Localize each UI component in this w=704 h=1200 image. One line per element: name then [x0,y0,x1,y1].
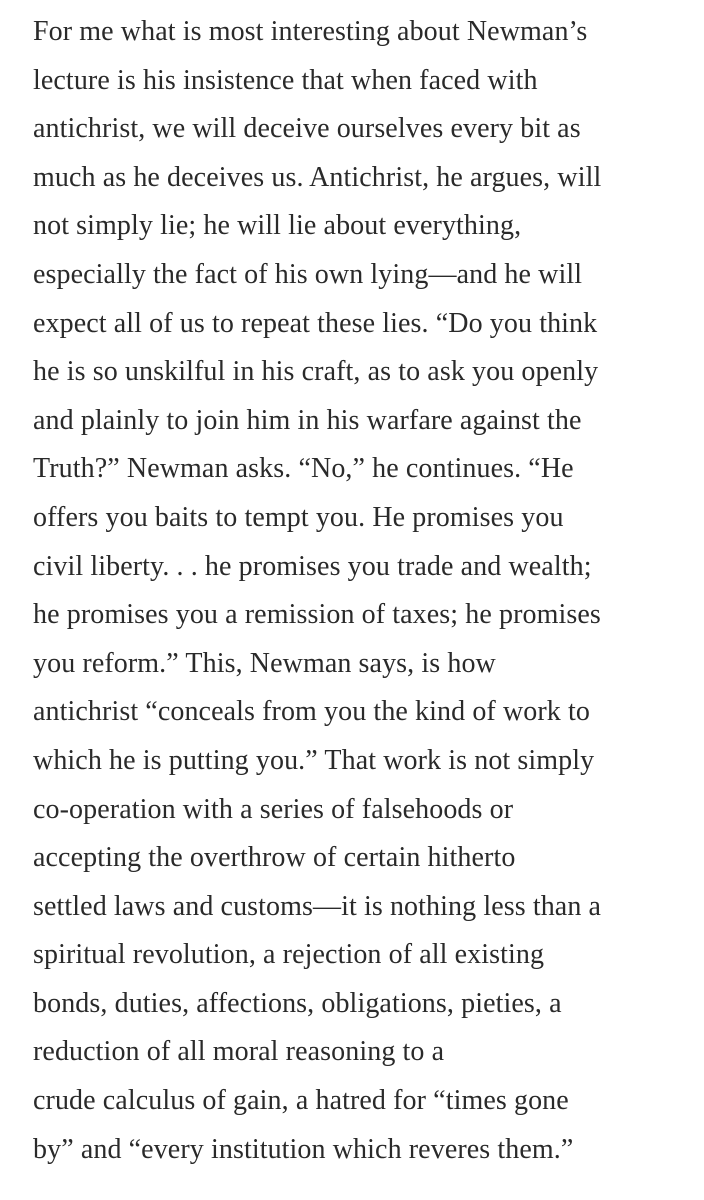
paragraph-line: by” and “every institution which reveres them.” [33,1133,574,1165]
paragraph-line: co-operation with a series of falsehoods or [33,793,514,825]
paragraph-line: antichrist, we will deceive ourselves every bit as [33,113,581,145]
paragraph-line: not simply lie; he will lie about everything, [33,210,522,242]
paragraph-line: spiritual revolution, a rejection of all existing [33,939,545,971]
paragraph-line: accepting the overthrow of certain hitherto [33,842,516,874]
paragraph-line: he promises you a remission of taxes; he promises [33,599,601,631]
paragraph-line: lecture is his insistence that when faced with [33,64,538,96]
paragraph-line: you reform.” This, Newman says, is how [33,647,496,679]
paragraph-line: he is so unskilful in his craft, as to ask you openly [33,356,599,388]
paragraph-line: much as he deceives us. Antichrist, he argues, will [33,161,602,193]
paragraph-line: For me what is most interesting about Newman’s [33,16,588,47]
paragraph-line: civil liberty. . . he promises you trade and wealth; [33,550,592,582]
paragraph-line: reduction of all moral reasoning to a [33,1036,445,1068]
paragraph-line: crude calculus of gain, a hatred for “times gone [33,1085,569,1117]
paragraph-line: offers you baits to tempt you. He promises you [33,501,564,533]
paragraph-line: especially the fact of his own lying—and he will [33,258,583,290]
paragraph-line: and plainly to join him in his warfare against the [33,404,582,436]
paragraph-line: settled laws and customs—it is nothing less than a [33,890,602,922]
article-paragraph [33,8,693,1174]
paragraph-line: antichrist “conceals from you the kind of work to [33,696,590,728]
paragraph-line: bonds, duties, affections, obligations, pieties, a [33,987,562,1019]
paragraph-line: expect all of us to repeat these lies. “Do you think [33,307,598,339]
paragraph-line: Truth?” Newman asks. “No,” he continues. “He [33,453,574,485]
paragraph-line: which he is putting you.” That work is not simply [33,744,595,776]
